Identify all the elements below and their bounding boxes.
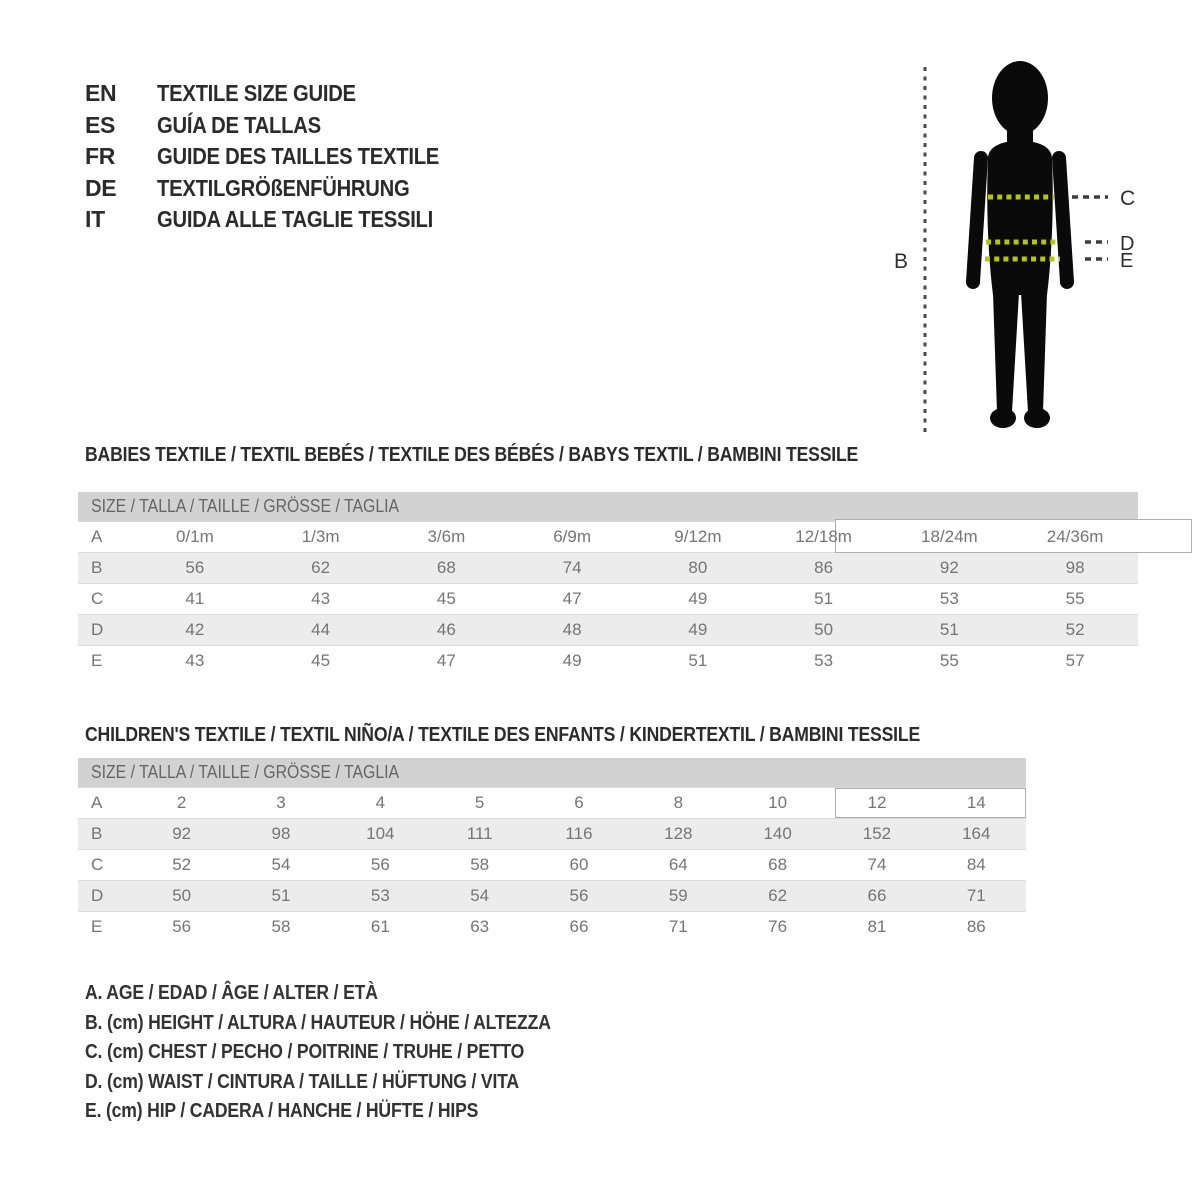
children-size-section: [78, 724, 1026, 942]
table-row: [78, 583, 1138, 614]
size-cell: 47: [562, 589, 582, 608]
size-cell: 80: [688, 558, 708, 577]
size-cell: 51: [271, 886, 291, 905]
size-cell: 55: [1065, 589, 1085, 608]
language-row: [85, 204, 478, 236]
size-cell: 51: [688, 651, 708, 670]
size-cell: 12: [867, 793, 887, 812]
size-cell: 55: [939, 651, 959, 670]
size-cell: 74: [562, 558, 582, 577]
size-cell: 71: [668, 917, 688, 936]
row-label: E: [91, 917, 103, 936]
size-cell: 56: [185, 558, 205, 577]
size-cell: 49: [688, 620, 708, 639]
legend-waist: D. (cm) WAIST / CINTURA / TAILLE / HÜFTUNG / VITA: [85, 1070, 519, 1093]
size-cell: 3/6m: [427, 527, 466, 546]
size-cell: 12/18m: [795, 527, 852, 546]
size-cell: 24/36m: [1046, 527, 1104, 546]
size-cell: 41: [185, 589, 205, 608]
child-silhouette-icon: [880, 55, 1170, 445]
row-label: C: [91, 855, 104, 874]
language-code: FR: [85, 143, 116, 169]
size-cell: 52: [172, 855, 192, 874]
size-cell: 68: [436, 558, 456, 577]
size-cell: 111: [466, 824, 493, 843]
size-cell: 66: [569, 917, 589, 936]
size-cell: 56: [569, 886, 589, 905]
label-d: D: [1120, 233, 1135, 255]
babies-size-highlight-box: [835, 519, 1192, 553]
size-cell: 92: [939, 558, 959, 577]
row-label: C: [91, 589, 104, 608]
language-title: GUÍA DE TALLAS: [157, 111, 321, 138]
size-cell: 56: [370, 855, 390, 874]
size-cell: 43: [311, 589, 331, 608]
size-cell: 81: [867, 917, 887, 936]
row-label: B: [91, 824, 103, 843]
language-title: GUIDA ALLE TAGLIE TESSILI: [157, 206, 434, 232]
size-cell: 57: [1065, 651, 1085, 670]
size-cell: 46: [436, 620, 456, 639]
size-cell: 0/1m: [175, 527, 214, 546]
size-cell: 56: [172, 917, 192, 936]
size-cell: 50: [814, 620, 834, 639]
row-label: D: [91, 620, 104, 639]
children-size-header-bar: SIZE / TALLA / TAILLE / GRÖSSE / TAGLIA: [78, 758, 1026, 787]
size-cell: 52: [1065, 620, 1085, 639]
babies-size-header-bar: SIZE / TALLA / TAILLE / GRÖSSE / TAGLIA: [78, 492, 1138, 521]
babies-size-section: [78, 444, 1138, 676]
row-label: E: [91, 651, 103, 670]
size-cell: 48: [562, 620, 582, 639]
size-cell: 62: [768, 886, 788, 905]
size-cell: 74: [867, 855, 887, 874]
size-cell: 61: [370, 917, 390, 936]
size-cell: 18/24m: [921, 527, 978, 546]
size-cell: 66: [867, 886, 887, 905]
size-cell: 49: [688, 589, 708, 608]
table-row: [78, 818, 1026, 849]
row-label: A: [91, 527, 103, 546]
size-cell: 86: [966, 917, 986, 936]
language-row: [85, 141, 478, 173]
size-cell: 53: [370, 886, 390, 905]
size-cell: 92: [172, 824, 192, 843]
size-cell: 68: [768, 855, 788, 874]
size-cell: 116: [565, 824, 593, 843]
size-cell: 54: [470, 886, 490, 905]
language-title: TEXTILGRÖßENFÜHRUNG: [157, 174, 410, 201]
label-c: C: [1120, 187, 1136, 210]
measurement-legend: [85, 979, 614, 1127]
size-cell: 58: [470, 855, 490, 874]
table-row: [78, 614, 1138, 645]
legend-height: B. (cm) HEIGHT / ALTURA / HAUTEUR / HÖHE / ALTEZZA: [85, 1011, 551, 1034]
size-cell: 51: [814, 589, 834, 608]
size-cell: 54: [271, 855, 291, 874]
row-label: D: [91, 886, 104, 905]
size-cell: 53: [814, 651, 834, 670]
size-cell: 98: [1065, 558, 1085, 577]
language-row: [85, 78, 478, 110]
size-cell: 6: [574, 793, 584, 812]
size-cell: 4: [375, 793, 386, 812]
label-b: B: [894, 250, 909, 273]
size-cell: 1/3m: [301, 527, 340, 546]
size-cell: 98: [271, 824, 291, 843]
measurement-diagram: [880, 55, 1170, 445]
language-code: DE: [85, 174, 117, 201]
size-cell: 6/9m: [553, 527, 592, 546]
label-e: E: [1120, 250, 1134, 272]
size-cell: 64: [668, 855, 688, 874]
size-cell: 53: [939, 589, 959, 608]
size-cell: 164: [962, 824, 991, 843]
size-cell: 9/12m: [674, 527, 722, 546]
language-code: IT: [85, 206, 105, 232]
language-row: [85, 173, 478, 205]
size-cell: 60: [569, 855, 589, 874]
size-cell: 43: [185, 651, 205, 670]
children-size-highlight-box: [835, 788, 1026, 818]
legend-hip: E. (cm) HIP / CADERA / HANCHE / HÜFTE / HIPS: [85, 1100, 479, 1122]
size-cell: 42: [185, 620, 205, 639]
size-cell: 10: [768, 793, 788, 812]
size-cell: 47: [436, 651, 456, 670]
table-row: [78, 552, 1138, 583]
children-size-table: [78, 787, 1026, 942]
size-cell: 58: [271, 917, 291, 936]
language-code: EN: [85, 80, 117, 106]
table-row: [78, 849, 1026, 880]
language-list: [85, 78, 478, 236]
size-cell: 49: [562, 651, 582, 670]
size-cell: 104: [366, 824, 395, 843]
size-cell: 14: [966, 793, 986, 812]
size-cell: 45: [311, 651, 331, 670]
table-row: [78, 880, 1026, 911]
table-row: [78, 911, 1026, 942]
size-cell: 2: [176, 793, 187, 812]
size-cell: 59: [668, 886, 688, 905]
size-cell: 86: [814, 558, 834, 577]
size-cell: 5: [474, 793, 485, 812]
row-label: B: [91, 558, 103, 577]
size-cell: 44: [311, 620, 331, 639]
row-label: A: [91, 793, 103, 812]
legend-age: A. AGE / EDAD / ÂGE / ALTER / ETÀ: [85, 982, 378, 1004]
language-title: GUIDE DES TAILLES TEXTILE: [157, 143, 440, 169]
language-code: ES: [85, 111, 116, 138]
babies-heading: BABIES TEXTILE / TEXTIL BEBÉS / TEXTILE DES BÉBÉS / BABYS TEXTIL / BAMBINI TESSILE: [85, 444, 859, 466]
language-row: [85, 110, 478, 142]
size-cell: 45: [436, 589, 456, 608]
children-heading: CHILDREN'S TEXTILE / TEXTIL NIÑO/A / TEXTILE DES ENFANTS / KINDERTEXTIL / BAMBINI TESSILE: [85, 724, 921, 746]
size-cell: 152: [862, 824, 892, 843]
size-cell: 63: [470, 917, 490, 936]
size-cell: 51: [939, 620, 959, 639]
size-cell: 84: [966, 855, 986, 874]
size-cell: 50: [172, 886, 192, 905]
size-cell: 3: [276, 793, 286, 812]
size-cell: 76: [768, 917, 788, 936]
size-cell: 62: [311, 558, 331, 577]
legend-chest: C. (cm) CHEST / PECHO / POITRINE / TRUHE / PETTO: [85, 1041, 525, 1063]
language-title: TEXTILE SIZE GUIDE: [157, 80, 356, 106]
size-cell: 128: [664, 824, 693, 843]
size-cell: 8: [673, 793, 684, 812]
table-row: [78, 645, 1138, 676]
size-cell: 71: [966, 886, 986, 905]
size-cell: 140: [763, 824, 792, 843]
